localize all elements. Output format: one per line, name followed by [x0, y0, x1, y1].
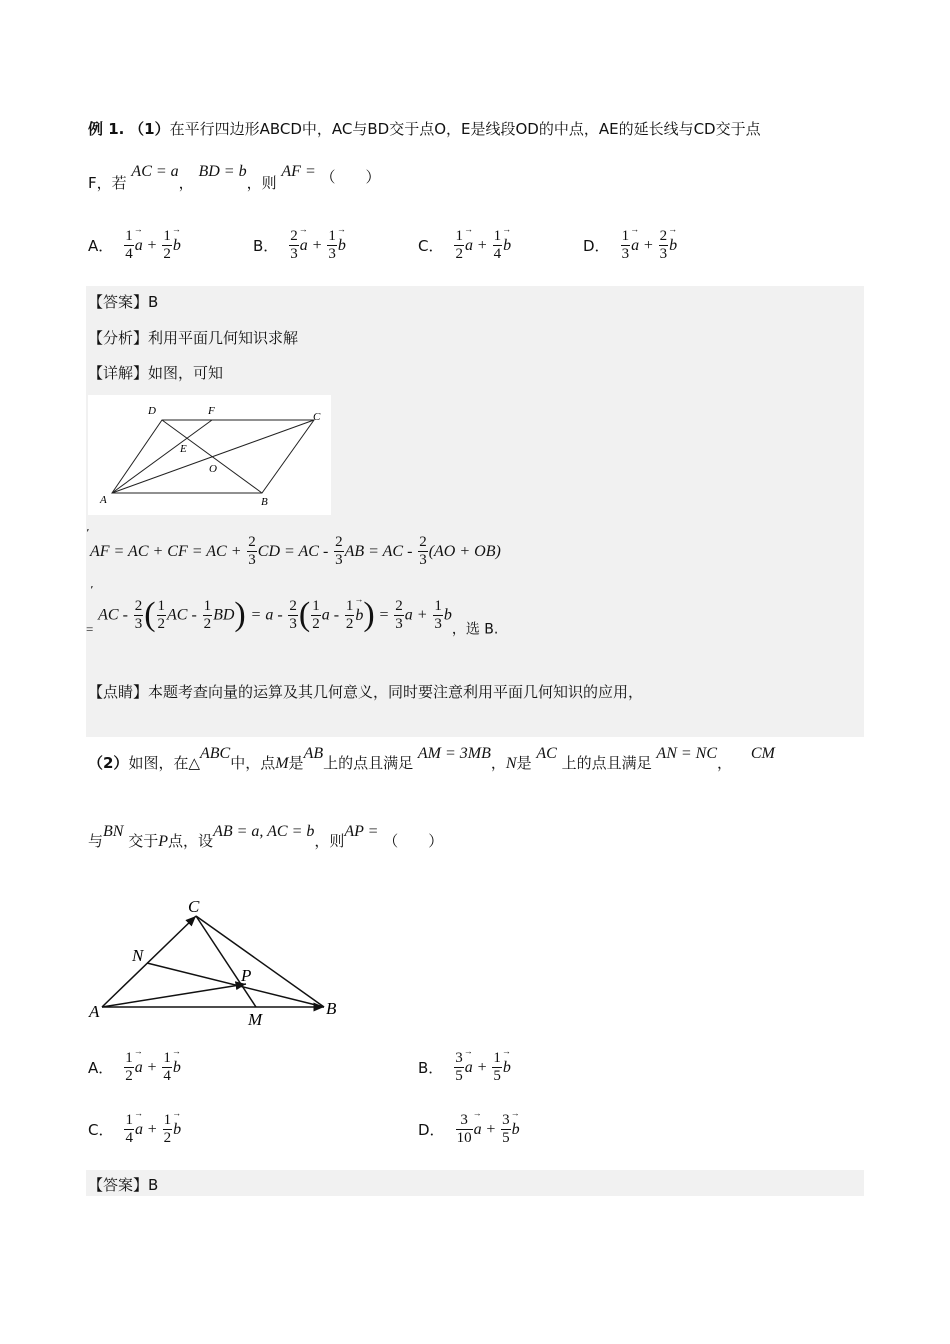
- numerator: 1: [163, 1112, 172, 1128]
- fraction: [163, 1112, 173, 1147]
- denominator: 3: [335, 552, 343, 568]
- numerator: 1: [203, 597, 212, 614]
- numerator: 1: [345, 597, 354, 614]
- vector-b: → b: [669, 237, 677, 255]
- text: 中，点: [230, 754, 276, 772]
- vector-a: → a: [465, 1059, 473, 1077]
- numerator: 2: [395, 597, 403, 614]
- example-label: 例 1.: [88, 120, 125, 138]
- vector-a: → a: [474, 1121, 482, 1139]
- vector-b: → b: [503, 1059, 511, 1077]
- ask-af: AF =: [281, 163, 316, 180]
- plus: +: [312, 237, 322, 254]
- label-A: A: [100, 494, 107, 506]
- label-M: M: [248, 1010, 263, 1028]
- denominator: 3: [434, 615, 442, 632]
- option-label: A．: [88, 237, 114, 255]
- vector-a: → a: [135, 1121, 143, 1139]
- text: 点，设: [168, 832, 214, 850]
- numerator: 1: [125, 1112, 133, 1128]
- text: 交于: [128, 832, 159, 850]
- label-D: D: [148, 405, 156, 417]
- paren-close: ): [234, 596, 246, 633]
- numerator: 1: [493, 1050, 501, 1066]
- numerator: 1: [493, 228, 502, 244]
- equals: =: [379, 606, 389, 624]
- derivation-line-2: [86, 596, 498, 639]
- ex2-option-c[interactable]: [88, 1112, 181, 1147]
- fraction: [659, 228, 669, 263]
- expr: (AO + OB): [428, 543, 501, 560]
- ex2-option-b[interactable]: [418, 1050, 511, 1085]
- option-label: D．: [418, 1121, 445, 1139]
- numerator: 2: [335, 534, 343, 550]
- denominator: 3: [134, 615, 143, 632]
- label-O: O: [209, 463, 217, 475]
- comma: ，: [178, 174, 194, 192]
- ex1-option-b[interactable]: [253, 228, 346, 263]
- label-F: F: [208, 405, 215, 417]
- point-n: N: [505, 755, 517, 772]
- fraction: [492, 1050, 502, 1085]
- fraction-1-2: [311, 598, 321, 633]
- fraction-2-3: [247, 534, 257, 569]
- expr: a +: [404, 606, 428, 624]
- label-A: A: [89, 1002, 100, 1021]
- denominator: 2: [455, 246, 463, 262]
- label-C: C: [188, 897, 200, 916]
- fraction-2-3: [288, 598, 298, 633]
- tick-mark: ʼ: [90, 584, 94, 597]
- fraction: [162, 1050, 172, 1085]
- numerator: 1: [125, 228, 133, 244]
- text: 是: [516, 754, 532, 772]
- vector-b: → b: [355, 607, 363, 625]
- segment-bn: BN: [103, 823, 124, 840]
- text: 是: [288, 754, 304, 772]
- vector-b: → b: [173, 1059, 181, 1077]
- denominator: 2: [203, 615, 212, 632]
- fraction-2-3: [134, 598, 144, 633]
- parallelogram-figure: [88, 395, 331, 515]
- vector-a: → a: [631, 237, 639, 255]
- fraction-1-2: [157, 598, 167, 633]
- vector-a: → a: [300, 237, 308, 255]
- expr: CD = AC -: [257, 543, 329, 560]
- vector-b: → b: [512, 1121, 520, 1139]
- fraction: [289, 228, 299, 263]
- parallelogram-diagram: [88, 395, 331, 515]
- fraction-2-3: [394, 598, 404, 633]
- option-label: C．: [418, 237, 444, 255]
- eq-an-nc: AN = NC: [656, 745, 718, 762]
- ex1-question-line1: [88, 118, 761, 139]
- text: 如图，在△: [128, 754, 200, 772]
- plus: +: [147, 237, 157, 254]
- denominator: 2: [125, 1068, 133, 1084]
- paren-open: (: [144, 596, 156, 633]
- subquestion-number: （1）: [129, 120, 170, 138]
- denominator: 5: [493, 1068, 501, 1084]
- fraction: [501, 1112, 511, 1147]
- text: ，则: [314, 832, 345, 850]
- fraction: [493, 228, 503, 263]
- denominator: 2: [163, 1130, 172, 1146]
- label-E: E: [180, 443, 187, 455]
- option-label: A．: [88, 1059, 114, 1077]
- given-vectors: AB = a, AC = b: [213, 823, 315, 840]
- fraction: [162, 228, 172, 263]
- paren-close: ): [363, 596, 375, 633]
- vector-b: → b: [338, 237, 346, 255]
- derivation-line-1: [90, 534, 501, 569]
- segment-cm: CM: [750, 745, 775, 762]
- label-N: N: [132, 946, 144, 965]
- triangle-abc: ABC: [199, 745, 231, 762]
- triangle-diagram: [86, 893, 346, 1028]
- label-B: B: [261, 496, 268, 508]
- eq-am-3mb: AM = 3MB: [417, 745, 491, 762]
- fraction: [454, 228, 464, 263]
- answer-blank: （ ）: [320, 168, 381, 186]
- denominator: 3: [328, 246, 336, 262]
- option-label: C．: [88, 1121, 114, 1139]
- ex1-text-line1: 在平行四边形ABCD中，AC与BD交于点O，E是线段OD的中点，AE的延长线与CD交于点: [169, 120, 761, 138]
- fraction: [124, 1050, 134, 1085]
- denominator: 3: [290, 246, 298, 262]
- ex1-option-d[interactable]: [583, 228, 677, 263]
- label-B: B: [326, 999, 337, 1018]
- expr: AC -: [167, 606, 197, 624]
- ex2-answer: 【答案】B: [88, 1176, 159, 1194]
- denominator: 2: [163, 246, 171, 262]
- denominator: 5: [455, 1068, 463, 1084]
- numerator: 2: [290, 228, 298, 244]
- fraction: [456, 1112, 473, 1147]
- denominator: 4: [163, 1068, 171, 1084]
- expr: AF = AC + CF = AC +: [90, 543, 242, 560]
- fraction: [327, 228, 337, 263]
- plus: +: [643, 237, 653, 254]
- ex1-answer: 【答案】B: [88, 293, 159, 311]
- ex2-question-line1: [88, 745, 775, 786]
- ex1-analysis: 【分析】利用平面几何知识求解: [88, 329, 299, 347]
- fraction-1-2: [345, 598, 355, 633]
- fraction-2-3: [418, 534, 428, 569]
- fraction-1-2: [203, 598, 213, 633]
- vector-a: → a: [465, 237, 473, 255]
- denominator: 3: [419, 552, 427, 568]
- denominator: 3: [659, 246, 668, 262]
- denominator: 3: [621, 246, 630, 262]
- denominator: 4: [125, 246, 133, 262]
- text: ，: [490, 754, 506, 772]
- numerator: 2: [659, 228, 668, 244]
- plus: +: [147, 1059, 157, 1076]
- text: 上的点且满足: [561, 754, 652, 772]
- vector-b: → b: [503, 237, 511, 255]
- ex2-option-a[interactable]: [88, 1050, 181, 1085]
- denominator: 3: [395, 615, 403, 632]
- fraction: [454, 1050, 464, 1085]
- numerator: 1: [434, 597, 442, 614]
- numerator: 1: [163, 228, 171, 244]
- plus: +: [486, 1121, 496, 1138]
- denominator: 10: [456, 1130, 472, 1146]
- plus: +: [477, 1059, 487, 1076]
- denominator: 3: [248, 552, 256, 568]
- plus: +: [147, 1121, 157, 1138]
- text: ，: [717, 754, 733, 772]
- numerator: 1: [157, 597, 166, 614]
- fraction-1-3: [433, 598, 443, 633]
- denominator: 3: [289, 615, 297, 632]
- ex2-question-line2: [88, 823, 444, 862]
- expr: AB = AC -: [344, 543, 413, 560]
- fraction: [621, 228, 631, 263]
- vector-a: → a: [135, 1059, 143, 1077]
- option-label: B．: [253, 237, 279, 255]
- fraction: [124, 228, 134, 263]
- denominator: 2: [345, 615, 354, 632]
- numerator: 2: [419, 534, 427, 550]
- ex1-option-a[interactable]: [88, 228, 181, 263]
- vector-a: → a: [135, 237, 143, 255]
- numerator: 1: [125, 1050, 133, 1066]
- numerator: 3: [456, 1112, 473, 1130]
- text: 与: [88, 832, 104, 850]
- segment-ab: AB: [303, 745, 324, 762]
- numerator: 1: [312, 597, 320, 614]
- segment-ac: AC: [536, 745, 557, 762]
- vector-b: → b: [173, 237, 181, 255]
- ex1-text-F: F，若: [88, 174, 127, 192]
- denominator: 4: [493, 246, 502, 262]
- subquestion-number: （2）: [88, 754, 129, 772]
- expr: a -: [321, 606, 340, 624]
- numerator: 1: [621, 228, 630, 244]
- option-label: B．: [418, 1059, 444, 1077]
- eq-bd-b: BD = b: [198, 163, 247, 180]
- ask-ap: AP =: [344, 823, 379, 840]
- numerator: 1: [328, 228, 336, 244]
- fraction: [124, 1112, 134, 1147]
- eq-ac-a: AC = a: [131, 163, 179, 180]
- label-P: P: [241, 966, 252, 985]
- option-label: D．: [583, 237, 610, 255]
- numerator: 2: [248, 534, 256, 550]
- ex1-detail: 【详解】如图，可知: [88, 364, 224, 382]
- fraction-2-3: [334, 534, 344, 569]
- plus: +: [477, 237, 487, 254]
- numerator: 3: [502, 1112, 510, 1128]
- denominator: 5: [502, 1130, 510, 1146]
- numerator: 1: [455, 228, 463, 244]
- ex2-answer-panel: [86, 1170, 864, 1196]
- equals: =: [86, 621, 94, 637]
- text: 上的点且满足: [323, 754, 414, 772]
- then-text: ，则: [246, 174, 277, 192]
- ex2-option-d[interactable]: [418, 1112, 520, 1147]
- paren-open: (: [298, 596, 311, 633]
- ex1-question-line2: [88, 163, 381, 202]
- choose-b-text: ，选 B.: [451, 621, 499, 638]
- expr: b: [443, 606, 452, 624]
- numerator: 3: [455, 1050, 463, 1066]
- point-p: P: [158, 833, 169, 850]
- numerator: 1: [163, 1050, 171, 1066]
- label-C: C: [313, 411, 321, 423]
- ex1-option-c[interactable]: [418, 228, 511, 263]
- denominator: 2: [312, 615, 320, 632]
- answer-blank: （ ）: [383, 832, 444, 850]
- triangle-figure: [86, 893, 346, 1028]
- vector-b: → b: [173, 1121, 181, 1139]
- expr: = a -: [250, 606, 283, 624]
- expr: BD: [213, 606, 235, 624]
- tick-mark: ʼ: [86, 527, 90, 540]
- expr: AC -: [98, 606, 128, 624]
- ex1-comment: 【点睛】本题考查向量的运算及其几何意义，同时要注意利用平面几何知识的应用，: [88, 683, 644, 701]
- numerator: 2: [134, 597, 143, 614]
- point-m: M: [275, 755, 289, 772]
- denominator: 4: [125, 1130, 133, 1146]
- numerator: 2: [289, 597, 297, 614]
- denominator: 2: [157, 615, 166, 632]
